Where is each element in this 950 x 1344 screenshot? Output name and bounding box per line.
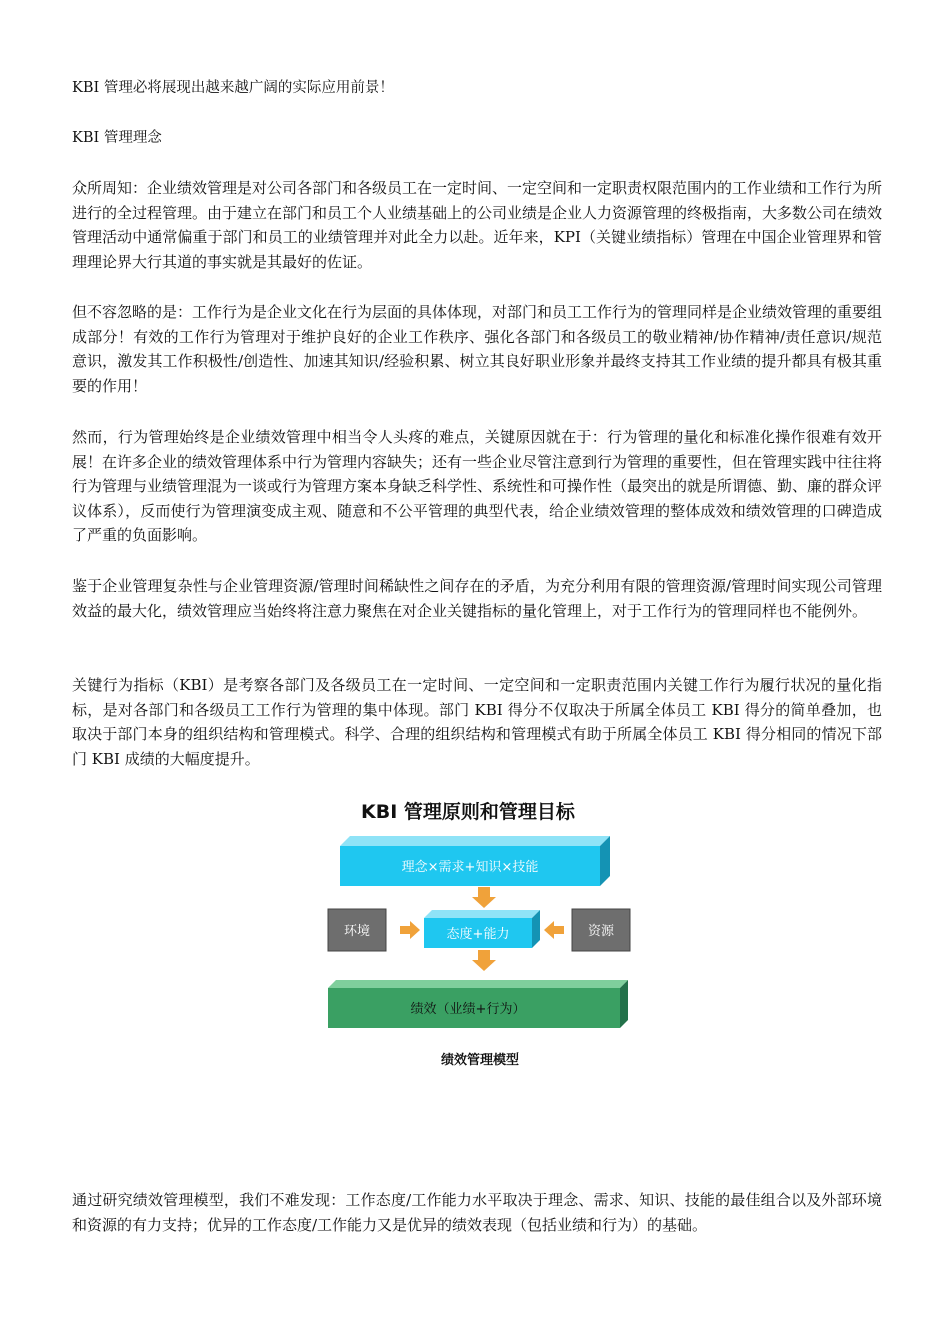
paragraph-behavior-difficulty: 然而，行为管理始终是企业绩效管理中相当令人头疼的难点，关键原因就在于：行为管理的量化和标准化操作很难有效开展！在许多企业的绩效管理体系中行为管理内容缺失；还有一些企业尽管注意到行为管理的重要性，但在管理实践中往往将行为管理与业绩管理混为一谈或行为管理方案本身缺乏科学性、系统性和可操作性（最突出的就是所谓德、勤、廉的群众评议体系），反而使行为管理演变成主观、随意和不公平管理的典型代表，给企业绩效管理的整体成效和绩效管理的口碑造成了严重的负面影响。 (72, 428, 883, 544)
paragraph-kbi-definition: 关键行为指标（KBI）是考察各部门及各级员工在一定时间、一定空间和一定职责范围内关键工作行为履行状况的量化指标，是对各部门和各级员工工作行为管理的集中体现。部门 KBI 得分不仅取决于所属全体员工 KBI 得分的简单叠加，也取决于部门本身的组织结构和管理模式。科学、合理的组织结构和管理模式有助于所属全体员工 KBI 得分相同的情况下部门 KBI 成绩的大幅度提升。 (72, 676, 882, 768)
section-heading: KBI 管理理念 (72, 130, 162, 146)
bottom-box-label: 绩效（业绩+行为） (410, 1002, 526, 1017)
figure-title: KBI 管理原则和管理目标 (361, 801, 575, 823)
right-box-label: 资源 (587, 924, 615, 939)
center-box (424, 910, 540, 948)
top-box-label: 理念×需求+知识×技能 (401, 860, 539, 875)
arrow-down-icon (472, 950, 496, 971)
center-box-label: 态度+能力 (446, 927, 510, 942)
arrow-left-icon (544, 921, 564, 939)
bottom-box (328, 980, 628, 1028)
top-box (340, 836, 610, 886)
paragraph-performance-management: 众所周知：企业绩效管理是对公司各部门和各级员工在一定时间、一定空间和一定职责权限范围内的工作业绩和工作行为所进行的全过程管理。由于建立在部门和员工个人业绩基础上的公司业绩是企业人力资源管理的终极指南，大多数公司在绩效管理活动中通常偏重于部门和员工的业绩管理并对此全力以赴。近年来，KPI（关键业绩指标）管理在中国企业管理界和管理理论界大行其道的事实就是其最好的佐证。 (72, 179, 883, 271)
left-box-label: 环境 (343, 924, 371, 939)
arrow-right-icon (400, 921, 420, 939)
arrow-down-icon (472, 887, 496, 908)
left-box (328, 909, 386, 951)
paragraph-intro: KBI 管理必将展现出越来越广阔的实际应用前景！ (72, 80, 394, 96)
right-box (572, 909, 630, 951)
performance-model-figure (318, 788, 640, 1078)
paragraph-model-conclusion: 通过研究绩效管理模型，我们不难发现：工作态度/工作能力水平取决于理念、需求、知识、技能的最佳组合以及外部环境和资源的有力支持；优异的工作态度/工作能力又是优异的绩效表现（包括业绩和行为）的基础。 (72, 1191, 882, 1234)
paragraph-focus: 鉴于企业管理复杂性与企业管理资源/管理时间稀缺性之间存在的矛盾，为充分利用有限的管理资源/管理时间实现公司管理效益的最大化，绩效管理应当始终将注意力聚焦在对企业关键指标的量化管理上，对于工作行为的管理同样也不能例外。 (72, 577, 882, 620)
figure-caption: 绩效管理模型 (440, 1053, 520, 1068)
paragraph-behavior-importance: 但不容忽略的是：工作行为是企业文化在行为层面的具体体现，对部门和员工工作行为的管理同样是企业绩效管理的重要组成部分！有效的工作行为管理对于维护良好的企业工作秩序、强化各部门和各级员工的敬业精神/协作精神/责任意识/规范意识，激发其工作积极性/创造性、加速其知识/经验积累、树立其良好职业形象并最终支持其工作业绩的提升都具有极其重要的作用！ (72, 303, 883, 395)
